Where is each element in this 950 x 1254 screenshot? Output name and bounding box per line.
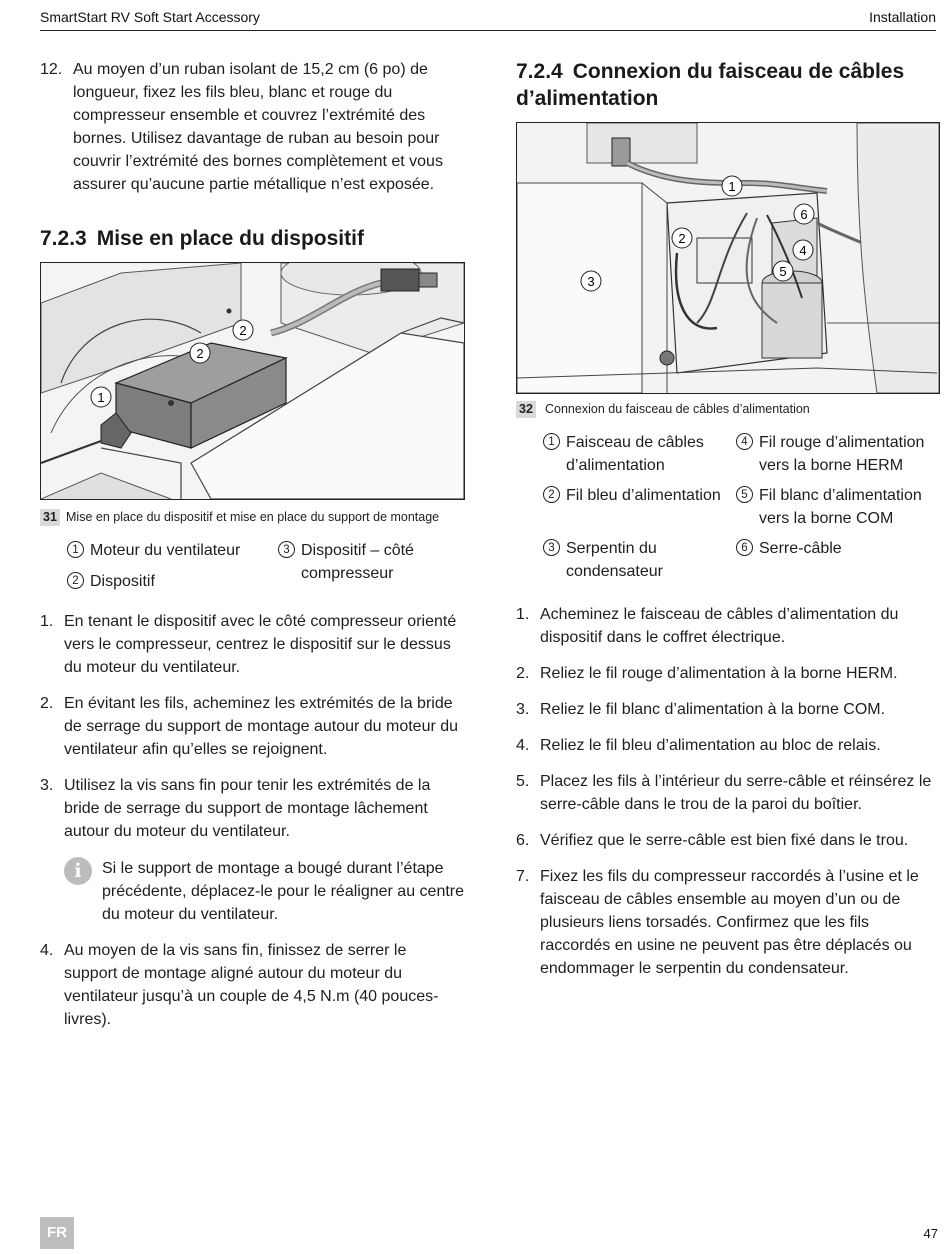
step-number: 2. <box>516 665 530 682</box>
legend-text: Dispositif – côté compresseur <box>301 542 414 582</box>
step-12 <box>40 58 468 196</box>
callout-2: 2 <box>678 231 686 246</box>
step-4 <box>516 734 941 757</box>
callout-2b: 2 <box>196 346 204 361</box>
legend-item <box>543 431 723 477</box>
note-text: Si le support de montage a bougé durant l’étape précédente, déplacez-le pour le réaligner au centre du moteur du ventilateur. <box>102 860 465 923</box>
step-number: 5. <box>516 773 530 790</box>
step-text: Vérifiez que le serre-câble est bien fixé dans le trou. <box>540 832 909 849</box>
step-number: 1. <box>40 613 54 630</box>
info-note <box>40 857 472 926</box>
section-number: 7.2.4 <box>516 60 563 83</box>
callout-1: 1 <box>728 179 736 194</box>
running-header-section: Installation <box>869 9 936 25</box>
section-number: 7.2.3 <box>40 227 87 250</box>
figure-31-caption <box>40 509 468 526</box>
step-text: Reliez le fil bleu d’alimentation au bloc de relais. <box>540 737 881 754</box>
device-placement-drawing <box>41 263 464 499</box>
step-number: 4. <box>40 942 54 959</box>
wiring-harness-drawing <box>517 123 939 393</box>
step-number: 12. <box>40 61 63 78</box>
callout-2: 2 <box>239 323 247 338</box>
figure-31-legend <box>40 539 468 595</box>
legend-text: Fil bleu d’alimentation <box>566 487 721 504</box>
figure-number-badge: 32 <box>516 401 536 418</box>
caption-text: Mise en place du dispositif et mise en place du support de montage <box>66 510 440 524</box>
legend-text: Serpentin du condensateur <box>566 540 663 580</box>
figure-number-badge: 31 <box>40 509 60 526</box>
running-header-title: SmartStart RV Soft Start Accessory <box>40 9 260 25</box>
legend-text: Dispositif <box>90 573 155 590</box>
step-3 <box>40 774 468 843</box>
legend-item <box>736 431 941 477</box>
caption-text: Connexion du faisceau de câbles d’alimentation <box>545 402 810 416</box>
step-2 <box>516 662 941 685</box>
step-1 <box>516 603 941 649</box>
legend-text: Fil rouge d’alimentation vers la borne HERM <box>759 434 925 474</box>
step-text: En évitant les fils, acheminez les extrémités de la bride de serrage du support de montage autour du moteur du ventilateur afin qu’elles se rejoignent. <box>64 695 459 758</box>
legend-text: Fil blanc d’alimentation vers la borne COM <box>759 487 922 527</box>
legend-item <box>736 484 941 530</box>
legend-item <box>543 537 723 583</box>
callout-6: 6 <box>800 207 808 222</box>
legend-number: 2 <box>543 486 560 503</box>
legend-text: Faisceau de câbles d’alimentation <box>566 434 704 474</box>
info-icon: i <box>64 857 92 885</box>
legend-number: 1 <box>67 541 84 558</box>
legend-number: 3 <box>278 541 295 558</box>
legend-item <box>67 539 267 562</box>
header-rule <box>40 30 936 31</box>
figure-32-caption <box>516 401 941 418</box>
figure-32-legend <box>516 431 941 587</box>
legend-number: 1 <box>543 433 560 450</box>
section-title: Connexion du faisceau de câbles d’alimentation <box>516 60 905 110</box>
callout-3: 3 <box>587 274 595 289</box>
figure-32-illustration <box>516 122 940 394</box>
legend-item <box>278 539 448 585</box>
step-number: 2. <box>40 695 54 712</box>
section-heading-7-2-4 <box>516 58 936 112</box>
legend-item <box>543 484 723 507</box>
legend-item <box>67 570 267 593</box>
step-number: 3. <box>516 701 530 718</box>
step-text: Placez les fils à l’intérieur du serre-câble et réinsérez le serre-câble dans le trou de la paroi du boîtier. <box>540 773 932 813</box>
callout-1: 1 <box>97 390 105 405</box>
callout-4: 4 <box>799 243 807 258</box>
legend-number: 4 <box>736 433 753 450</box>
step-4 <box>40 939 439 1031</box>
step-text: Reliez le fil blanc d’alimentation à la borne COM. <box>540 701 886 718</box>
legend-number: 2 <box>67 572 84 589</box>
step-6 <box>516 829 941 852</box>
step-7 <box>516 865 935 980</box>
step-text: Utilisez la vis sans fin pour tenir les extrémités de la bride de serrage du support de montage lâchement autour du moteur du ventilateur. <box>64 777 431 840</box>
callout-5: 5 <box>779 264 787 279</box>
step-text: Fixez les fils du compresseur raccordés à l’usine et le faisceau de câbles ensemble au moyen d’un ou de plusieurs liens torsadés. Confirmez que les fils raccordés en usine ne peuvent pas être déplacés ou endommager le serpentin du condensateur. <box>540 868 919 977</box>
step-text: En tenant le dispositif avec le côté compresseur orienté vers le compresseur, centrez le dispositif sur le dessus du moteur du ventilateur. <box>64 613 457 676</box>
legend-number: 3 <box>543 539 560 556</box>
step-number: 4. <box>516 737 530 754</box>
step-5 <box>516 770 941 816</box>
legend-number: 6 <box>736 539 753 556</box>
step-number: 6. <box>516 832 530 849</box>
step-number: 7. <box>516 868 530 885</box>
figure-31-illustration <box>40 262 465 500</box>
step-text: Acheminez le faisceau de câbles d’alimentation du dispositif dans le coffret électrique. <box>540 606 899 646</box>
step-1 <box>40 610 468 679</box>
language-badge: FR <box>40 1217 74 1249</box>
legend-number: 5 <box>736 486 753 503</box>
section-heading-7-2-3 <box>40 225 468 252</box>
page-number: 47 <box>923 1226 938 1241</box>
step-number: 3. <box>40 777 54 794</box>
step-text: Au moyen de la vis sans fin, finissez de serrer le support de montage aligné autour du moteur du ventilateur jusqu’à un couple de 4,5 N.m (40 pouces-livres). <box>64 942 439 1028</box>
step-2 <box>40 692 468 761</box>
step-text: Au moyen d’un ruban isolant de 15,2 cm (6 po) de longueur, fixez les fils bleu, blanc et rouge du compresseur ensemble et couvrez l’extrémité des bornes. Utilisez davantage de ruban au besoin pour couvrir l’extrémité des bornes complètement et vous assurer qu’aucune partie métallique n’est exposée. <box>73 61 443 193</box>
legend-item <box>736 537 941 560</box>
step-text: Reliez le fil rouge d’alimentation à la borne HERM. <box>540 665 898 682</box>
step-3 <box>516 698 941 721</box>
right-column <box>516 58 941 980</box>
legend-text: Moteur du ventilateur <box>90 542 241 559</box>
section-title: Mise en place du dispositif <box>96 227 364 250</box>
step-number: 1. <box>516 606 530 623</box>
legend-text: Serre-câble <box>759 540 842 557</box>
left-column <box>40 58 468 1031</box>
